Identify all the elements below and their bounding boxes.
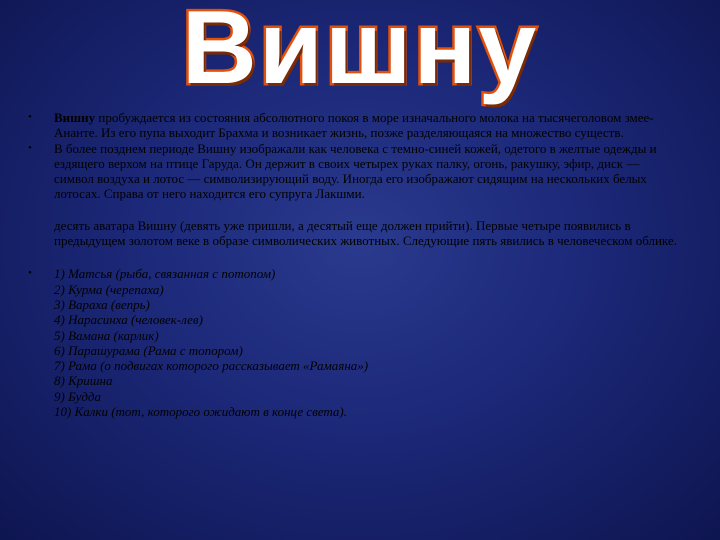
avatar-list xyxy=(54,266,678,419)
bullet-marker: • xyxy=(28,141,32,154)
list-item: 1) Матсья (рыба, связанная с потопом) xyxy=(54,266,276,282)
bullet-item xyxy=(28,141,678,202)
list-item: 8) Кришна xyxy=(54,373,113,389)
slide-body xyxy=(28,110,678,419)
bullet-marker: • xyxy=(28,267,32,280)
list-item: 6) Парашурама (Рама с топором) xyxy=(54,342,243,358)
bullet-item xyxy=(28,110,678,141)
term-vishnu: Вишну xyxy=(54,110,96,125)
list-item: 5) Вамана (карлик) xyxy=(54,327,159,343)
bullet-marker: • xyxy=(28,111,32,123)
paragraph-intro xyxy=(54,110,678,141)
list-item: 4) Нарасинха (человек-лев) xyxy=(54,312,203,328)
list-item: 9) Будда xyxy=(54,388,101,404)
list-item: 7) Рама (о подвигах которого рассказывает «Рамаяна») xyxy=(54,358,369,374)
bullet-item xyxy=(28,266,678,419)
list-item: 3) Вараха (вепрь) xyxy=(54,296,150,312)
paragraph-avatars: десять аватара Вишну (девять уже пришли, а десятый еще должен прийти). Первые четыре появились в предыдущем золотом веке в образе символических животных. Следующие пять явились в человеческом облике. xyxy=(54,217,677,249)
list-item: 2) Курма (черепаха) xyxy=(54,281,164,297)
paragraph-depiction: В более позднем периоде Вишну изображали как человека с темно-синей кожей, одетого в желтые одежды и ездящего верхом на птице Гаруда. Он держит в своих четырех руках палку, огонь, ракушку, эфир, диск — символ воздуха и лотос — символизирующий воду. Иногда его изображают сидящим на нескольких белых лотосах. Справа от него находится его супруга Лакшми. xyxy=(54,140,657,202)
paragraph-intro-text: пробуждается из состояния абсолютного покоя в море изначального молока на тысячеголовом змее-Ананте. Из его пупа выходит Брахма и возникает жизнь, позже разделяющаяся на множество существ. xyxy=(54,110,654,141)
slide-title: Вишну xyxy=(181,0,539,106)
list-item: 10) Калки (тот, которого ожидают в конце света). xyxy=(54,404,347,420)
